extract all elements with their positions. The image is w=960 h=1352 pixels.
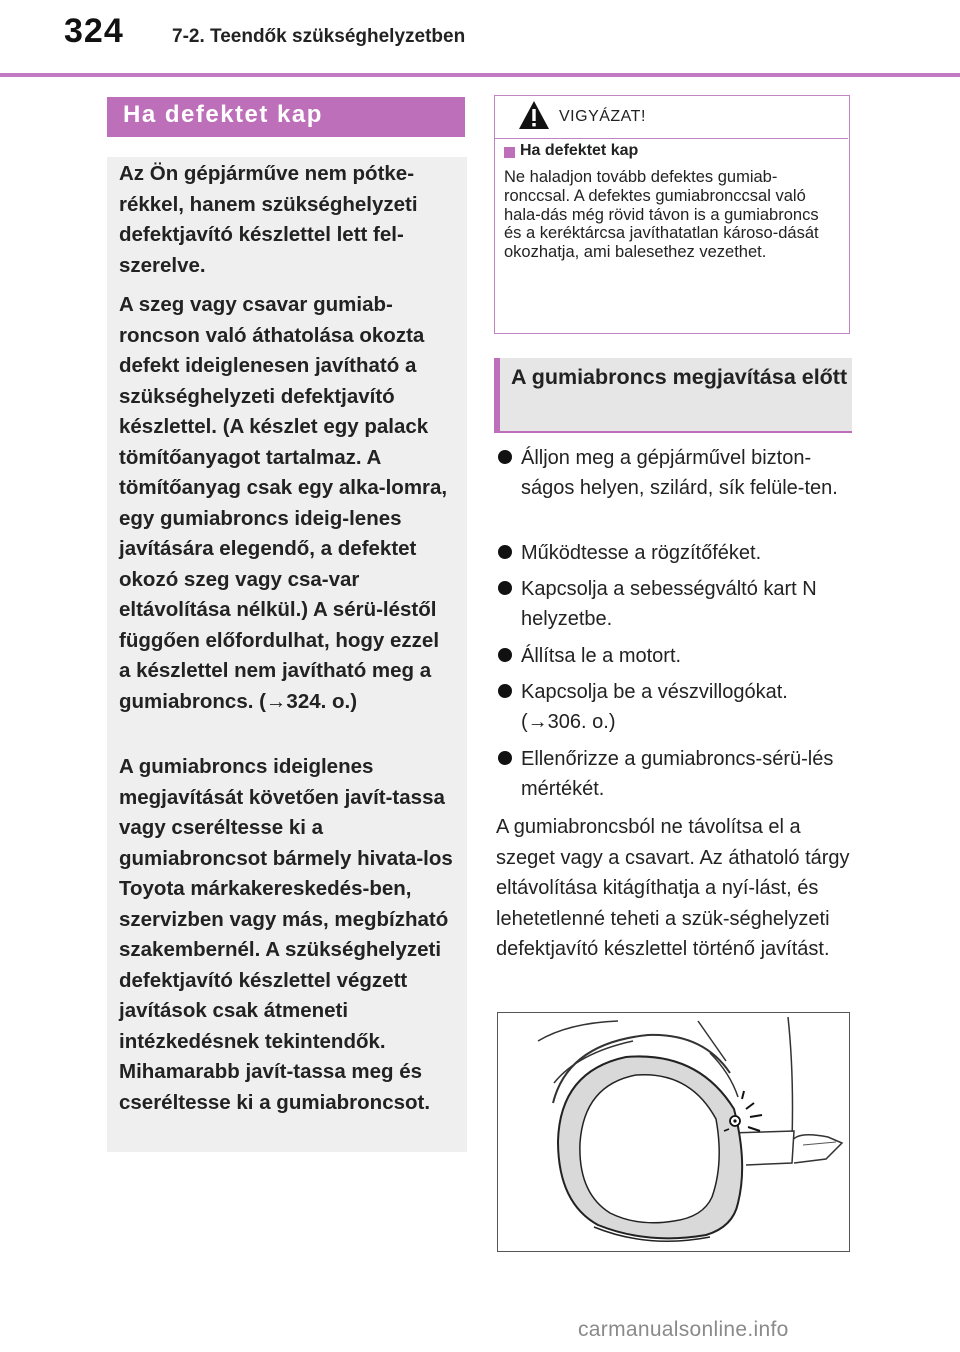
warning-text: Ne haladjon tovább defektes gumiab-ronccsal. A defektes gumiabronccsal való hala-dás még rövid távon is a gumiabroncs és a keréktárcsa javíthatatlan károso-dását okozhatja, ami balesethez vezethet. [504,168,819,262]
warning-title: VIGYÁZAT! [559,108,646,125]
bullet-dot-icon [498,684,512,698]
section-heading [107,97,465,137]
list-item [496,574,852,634]
bullet-dot-icon [498,581,512,595]
intro-box [107,157,467,1152]
tire-with-nail-icon [498,1013,848,1250]
flat-tire-illustration [497,1012,850,1252]
warning-triangle-icon [518,100,550,130]
intro-paragraph: A szeg vagy csavar gumiab-roncson való áthatolása okozta defekt ideiglenesen javítható a szükséghelyzeti defektjavító készlettel. (A készlet egy palack tömítőanyagot tartalmaz. A tömítőanyag csak egy alka-lomra, egy gumiabroncs ideig-lenes javítására elegendő, a defektet okozó szeg vagy csa-var eltávolítása nélkül.) A sérü-léstől függően előfordulhat, hogy ezzel a készlettel nem javítható meg a gumiabroncs. (→324. o.) [119,293,448,713]
intro-paragraph: A gumiabroncs ideiglenes megjavítását követően javít-tassa vagy cseréltesse ki a gumiabroncsot bármely hivata-los Toyota márkakereskedés-ben, szervizben vagy más, megbízható szakembernél. A szükséghelyzeti defektjavító készlettel végzett javítások csak átmeneti intézkedésnek tekintendők. Mihamarabb javít-tassa meg és cseréltesse ki a gumiabroncsot. [119,755,453,1114]
list-item-text: Állítsa le a motort. [521,645,682,667]
warning-box [494,95,850,334]
list-item [496,744,852,804]
page-number: 324 [64,12,124,50]
list-item [496,443,852,503]
bullet-dot-icon [498,450,512,464]
square-bullet-icon [504,147,515,158]
list-item [496,677,852,737]
header-rule [0,73,960,77]
list-item-text: Ellenőrizze a gumiabroncs-sérü-lés mértékét. [521,748,834,800]
warning-header [495,96,848,139]
warning-subheading: Ha defektet kap [520,142,639,159]
list-item-text: Kapcsolja a sebességváltó kart N helyzetbe. [521,578,817,630]
list-item-text: Álljon meg a gépjárművel bizton-ságos helyen, szilárd, sík felüle-ten. [521,447,838,499]
intro-paragraph: Az Ön gépjárműve nem pótke-rékkel, hanem szükséghelyzeti defektjavító készlettel lett fel-szerelve. [119,162,418,277]
list-item [496,641,852,671]
watermark-text: carmanualsonline.info [578,1318,789,1341]
list-item-text: Kapcsolja be a vészvillogókat. (→306. o.) [521,681,788,733]
list-item [496,538,852,568]
bullet-dot-icon [498,545,512,559]
bullet-dot-icon [498,751,512,765]
body-paragraph: A gumiabroncsból ne távolítsa el a szeget vagy a csavart. Az áthatoló tárgy eltávolítása kitágíthatja a nyí-lást, és lehetetlenné teheti a szük-séghelyzeti defektjavító készlettel történő javítást. [496,816,850,960]
section-heading-text: Ha defektet kap [123,101,323,128]
chapter-title: 7-2. Teendők szükséghelyzetben [172,26,466,47]
before-repair-heading-text: A gumiabroncs megjavítása előtt [511,365,848,389]
list-item-text: Működtesse a rögzítőféket. [521,542,762,564]
bullet-dot-icon [498,648,512,662]
before-repair-heading [494,358,852,433]
